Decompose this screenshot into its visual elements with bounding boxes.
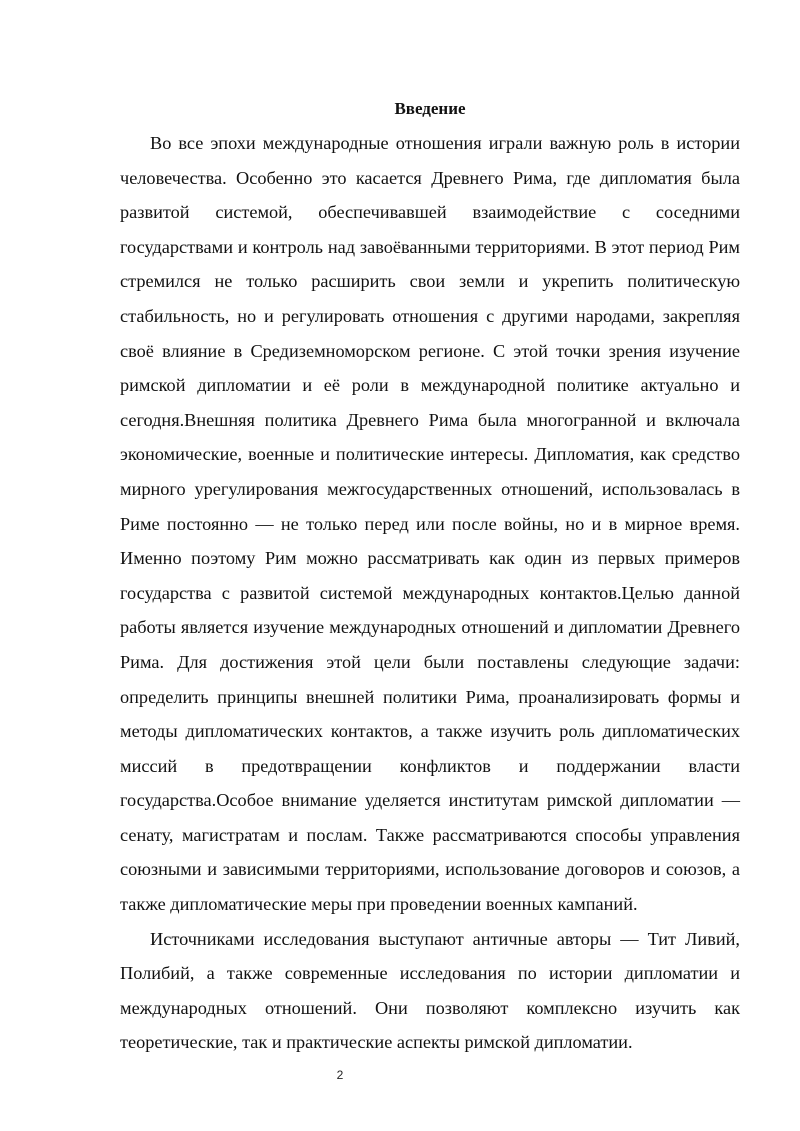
- document-page: [120, 92, 740, 1060]
- page-heading: Введение: [394, 99, 466, 118]
- body-paragraph-1: Во все эпохи международные отношения играли важную роль в истории человечества. Особенно это касается Древнего Рима, где дипломатия была развитой системой, обеспечивавшей взаимодействие с соседними государствами и контроль над завоёванными территориями. В этот период Рим стремился не только расширить свои земли и укрепить политическую стабильность, но и регулировать отношения с другими народами, закрепляя своё влияние в Средиземноморском регионе. С этой точки зрения изучение римской дипломатии и её роли в международной политике актуально и сегодня.Внешняя политика Древнего Рима была многогранной и включала экономические, военные и политические интересы. Дипломатия, как средство мирного урегулирования межгосударственных отношений, использовалась в Риме постоянно — не только перед или после войны, но и в мирное время. Именно поэтому Рим можно рассматривать как один из первых примеров государства с развитой системой международных контактов.Целью данной работы является изучение международных отношений и дипломатии Древнего Рима. Для достижения этой цели были поставлены следующие задачи: определить принципы внешней политики Рима, проанализировать формы и методы дипломатических контактов, а также изучить роль дипломатических миссий в предотвращении конфликтов и поддержании власти государства.Особое внимание уделяется институтам римской дипломатии — сенату, магистратам и послам. Также рассматриваются способы управления союзными и зависимыми территориями, использование договоров и союзов, а также дипломатические меры при проведении военных кампаний.: [120, 133, 740, 915]
- body-paragraph-2: Источниками исследования выступают античные авторы — Тит Ливий, Полибий, а также современные исследования по истории дипломатии и международных отношений. Они позволяют комплексно изучить как теоретические, так и практические аспекты римской дипломатии.: [120, 928, 740, 1053]
- page-number: 2: [336, 1068, 344, 1082]
